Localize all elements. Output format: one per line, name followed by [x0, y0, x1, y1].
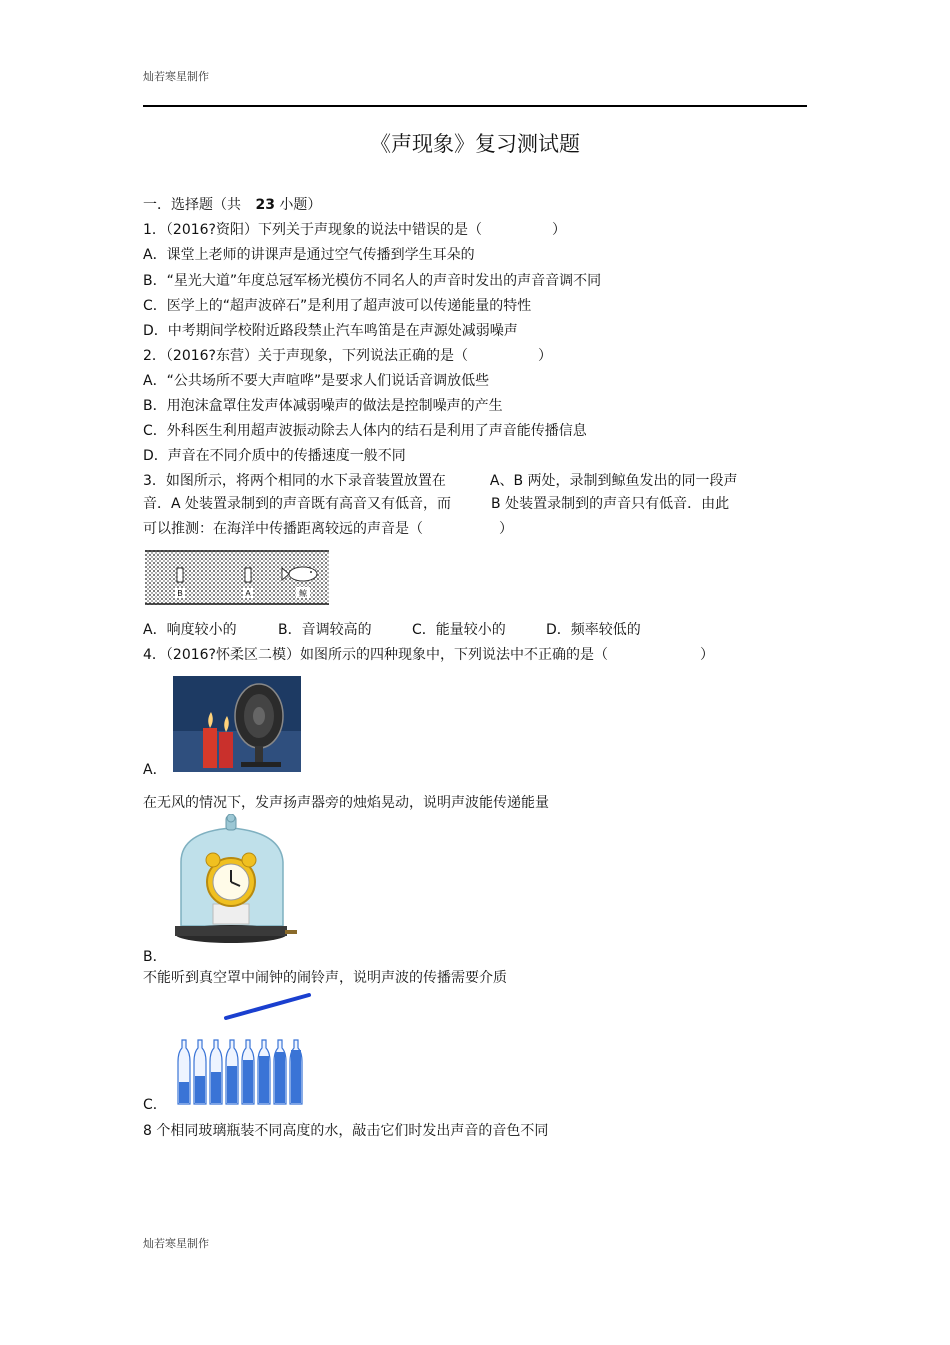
bottle-icon [210, 1040, 222, 1104]
q4-option-c-label: C． [143, 1097, 167, 1113]
bottle-icon [194, 1040, 206, 1104]
q3-line1-a: 3．如图所示，将两个相同的水下录音装置放置在 [143, 473, 446, 489]
q1-stem-text: 1．（2016?资阳）下列关于声现象的说法中错误的是（ [143, 222, 482, 238]
q3-option-c: C．能量较小的 [412, 622, 506, 638]
figure-label-b: B [177, 589, 183, 598]
page-title: 《声现象》复习测试题 [370, 132, 580, 156]
q4-stem-close: ） [699, 647, 714, 663]
q1-option-b: B．“星光大道”年度总冠军杨光模仿不同名人的声音时发出的声音音调不同 [143, 273, 602, 289]
ocean-figure [145, 550, 329, 605]
q3-line3-a: 可以推测：在海洋中传播距离较远的声音是（ [143, 521, 423, 537]
q1-stem-close: ） [551, 222, 566, 238]
q2-option-d: D．声音在不同介质中的传播速度一般不同 [143, 448, 406, 464]
candle-icon [203, 728, 217, 768]
candle-speaker-figure [173, 676, 301, 772]
q3-line2 [143, 495, 729, 513]
figure-label-whale: 鲸 [299, 589, 307, 598]
bell-jar-clock-figure [173, 814, 299, 950]
page-footer: 灿若寒星制作 [143, 1237, 209, 1250]
q1-stem [143, 221, 566, 239]
q4-option-a-label: A． [143, 762, 167, 778]
q3-line3 [143, 520, 513, 538]
q4-stem [143, 646, 714, 664]
q2-stem-text: 2．（2016?东营）关于声现象，下列说法正确的是（ [143, 348, 468, 364]
q3-line2-b: B 处装置录制到的声音只有低音．由此 [491, 496, 730, 512]
q2-option-c: C．外科医生利用超声波振动除去人体内的结石是利用了声音能传播信息 [143, 423, 587, 439]
recorder-b-icon [177, 568, 183, 582]
q2-option-b: B．用泡沫盒罩住发声体减弱噪声的做法是控制噪声的产生 [143, 398, 503, 414]
recorder-a-icon [245, 568, 251, 582]
section-count: 23 [255, 197, 275, 213]
q3-line3-b: ） [499, 521, 513, 537]
bottles-figure [172, 990, 312, 1108]
bottle-icon [242, 1040, 254, 1104]
section-prefix: 一．选择题（共 [143, 197, 241, 213]
bottle-row [178, 1040, 302, 1104]
bottle-icon [258, 1040, 270, 1104]
q4-stem-text: 4．（2016?怀柔区二模）如图所示的四种现象中，下列说法中不正确的是（ [143, 647, 608, 663]
q3-line1 [143, 472, 738, 490]
section-heading [143, 196, 321, 214]
bottle-icon [178, 1040, 190, 1104]
q4-option-b-label: B． [143, 949, 167, 965]
q3-option-a: A．响度较小的 [143, 622, 237, 638]
bottle-icon [274, 1040, 286, 1104]
bottle-icon [226, 1040, 238, 1104]
q1-option-d: D．中考期间学校附近路段禁止汽车鸣笛是在声源处减弱噪声 [143, 323, 518, 339]
q3-option-d: D．频率较低的 [546, 622, 641, 638]
q2-option-a: A．“公共场所不要大声喧哗”是要求人们说话音调放低些 [143, 373, 490, 389]
q3-line1-b: A、B 两处，录制到鲸鱼发出的同一段声 [489, 473, 738, 489]
page-header: 灿若寒星制作 [143, 70, 209, 83]
q4-option-c-text: 8 个相同玻璃瓶装不同高度的水，敲击它们时发出声音的音色不同 [143, 1123, 549, 1139]
q3-option-b: B．音调较高的 [278, 622, 372, 638]
section-suffix: 小题） [279, 197, 322, 213]
header-rule [143, 105, 807, 107]
q4-option-b-text: 不能听到真空罩中闹钟的闹铃声，说明声波的传播需要介质 [143, 970, 507, 986]
q1-option-a: A．课堂上老师的讲课声是通过空气传播到学生耳朵的 [143, 247, 475, 263]
q2-stem-close: ） [537, 348, 552, 364]
whale-icon [289, 567, 317, 581]
q1-option-c: C．医学上的“超声波碎石”是利用了超声波可以传递能量的特性 [143, 298, 532, 314]
stick-icon [226, 995, 309, 1018]
q2-stem [143, 347, 552, 365]
q3-line2-a: 音．A 处装置录制到的声音既有高音又有低音，而 [143, 496, 452, 512]
figure-label-a: A [245, 589, 251, 598]
q4-option-a-text: 在无风的情况下，发声扬声器旁的烛焰晃动，说明声波能传递能量 [143, 795, 549, 811]
bottle-icon [290, 1040, 302, 1104]
